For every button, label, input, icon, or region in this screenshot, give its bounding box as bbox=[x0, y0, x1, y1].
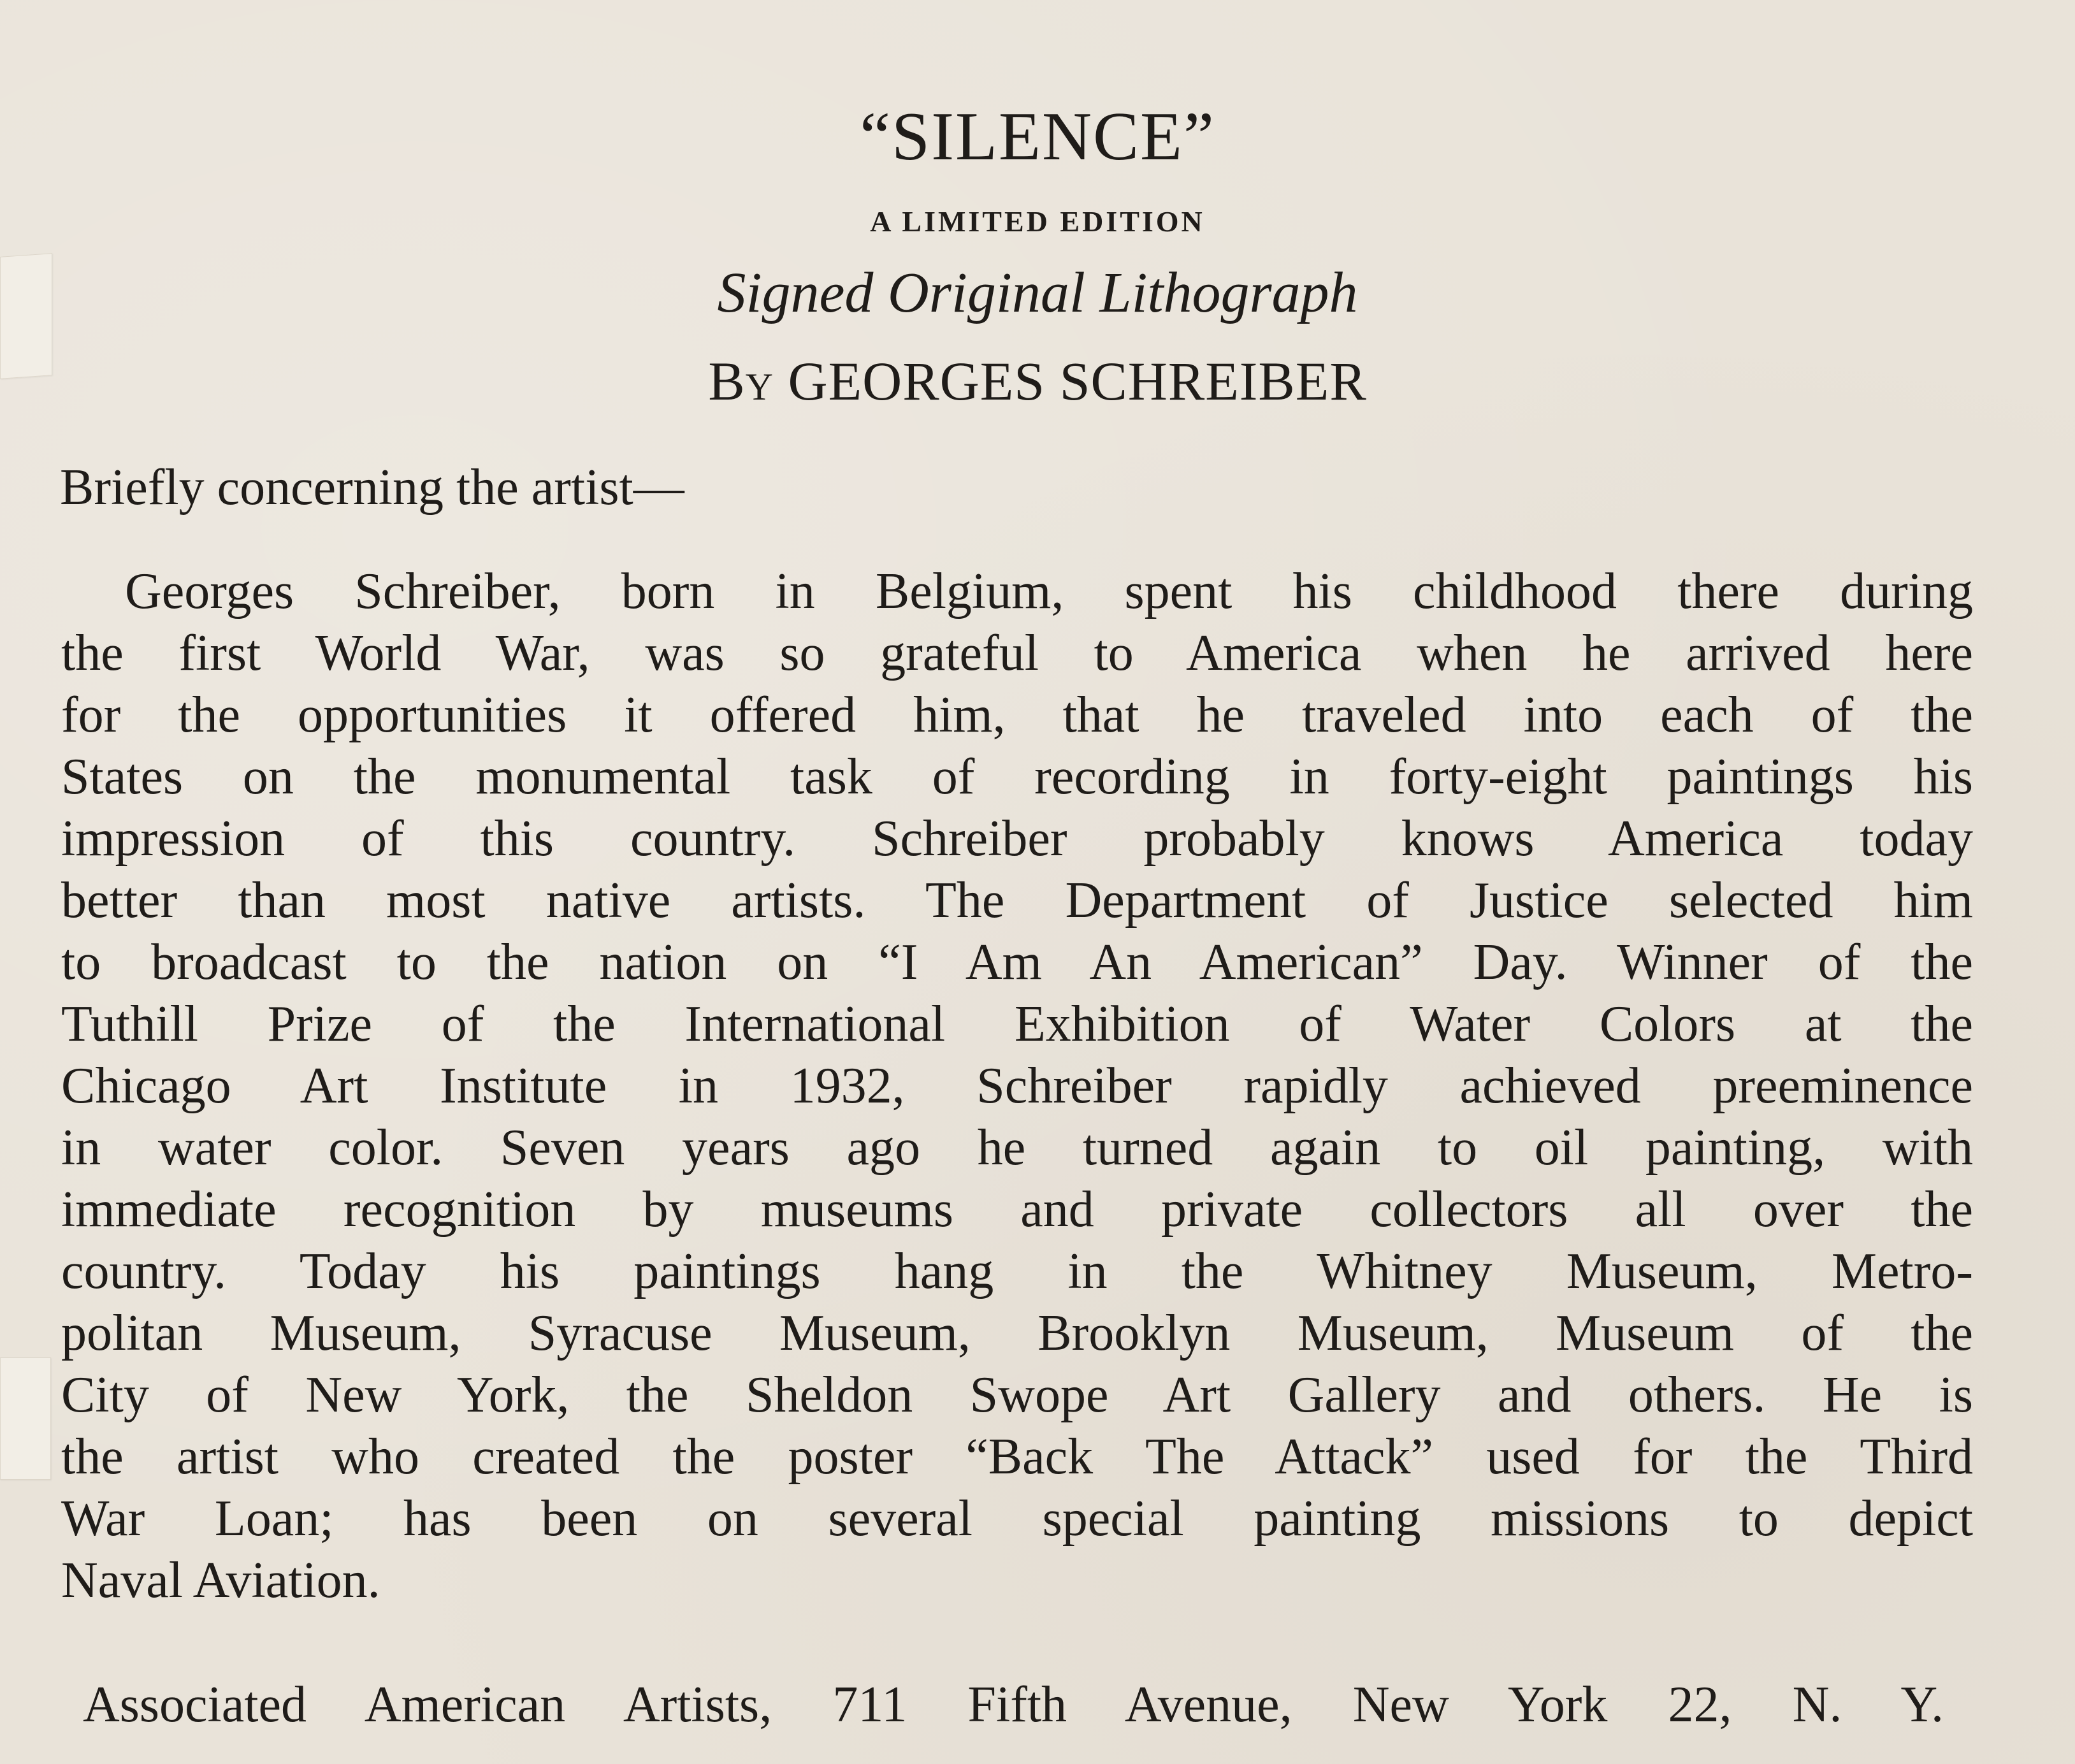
body-line: the artist who created the poster “Back The Attack” used for the Third bbox=[61, 1429, 1973, 1485]
body-line: States on the monumental task of recording in forty-eight paintings his bbox=[61, 749, 1973, 805]
artist-name: GEORGES SCHREIBER bbox=[788, 351, 1367, 412]
body-line: City of New York, the Sheldon Swope Art Gallery and others. He is bbox=[61, 1367, 1973, 1423]
byline bbox=[0, 346, 2075, 416]
body-line: Georges Schreiber, born in Belgium, spent his childhood there during bbox=[125, 563, 1973, 619]
publisher-address: Associated American Artists, 711 Fifth Avenue, New York 22, N. Y. bbox=[83, 1677, 1944, 1733]
body-line: Chicago Art Institute in 1932, Schreiber rapidly achieved preeminence bbox=[61, 1058, 1973, 1114]
body-line: country. Today his paintings hang in the Whitney Museum, Metro- bbox=[61, 1243, 1973, 1299]
body-line: Naval Aviation. bbox=[61, 1552, 380, 1609]
byline-prefix: By bbox=[708, 351, 774, 412]
artist-biography bbox=[61, 561, 1973, 1612]
body-line: the first World War, was so grateful to America when he arrived here bbox=[61, 625, 1973, 681]
lithograph-subtitle: Signed Original Lithograph bbox=[717, 261, 1358, 324]
body-line: for the opportunities it offered him, that he traveled into each of the bbox=[61, 687, 1973, 743]
body-line: politan Museum, Syracuse Museum, Brooklyn Museum, Museum of the bbox=[61, 1305, 1973, 1361]
body-line: immediate recognition by museums and private collectors all over the bbox=[61, 1182, 1973, 1238]
intro-heading: Briefly concerning the artist— bbox=[60, 459, 684, 516]
document-title: “SILENCE” bbox=[860, 99, 1215, 175]
body-line: Tuthill Prize of the International Exhibition of Water Colors at the bbox=[61, 996, 1973, 1052]
body-line: better than most native artists. The Department of Justice selected him bbox=[61, 872, 1973, 929]
body-line: impression of this country. Schreiber probably knows America today bbox=[61, 811, 1973, 867]
edition-label: A LIMITED EDITION bbox=[870, 205, 1205, 238]
body-line: in water color. Seven years ago he turned again to oil painting, with bbox=[61, 1120, 1973, 1176]
body-line: to broadcast to the nation on “I Am An American” Day. Winner of the bbox=[61, 934, 1973, 990]
body-line: War Loan; has been on several special painting missions to depict bbox=[61, 1491, 1973, 1547]
